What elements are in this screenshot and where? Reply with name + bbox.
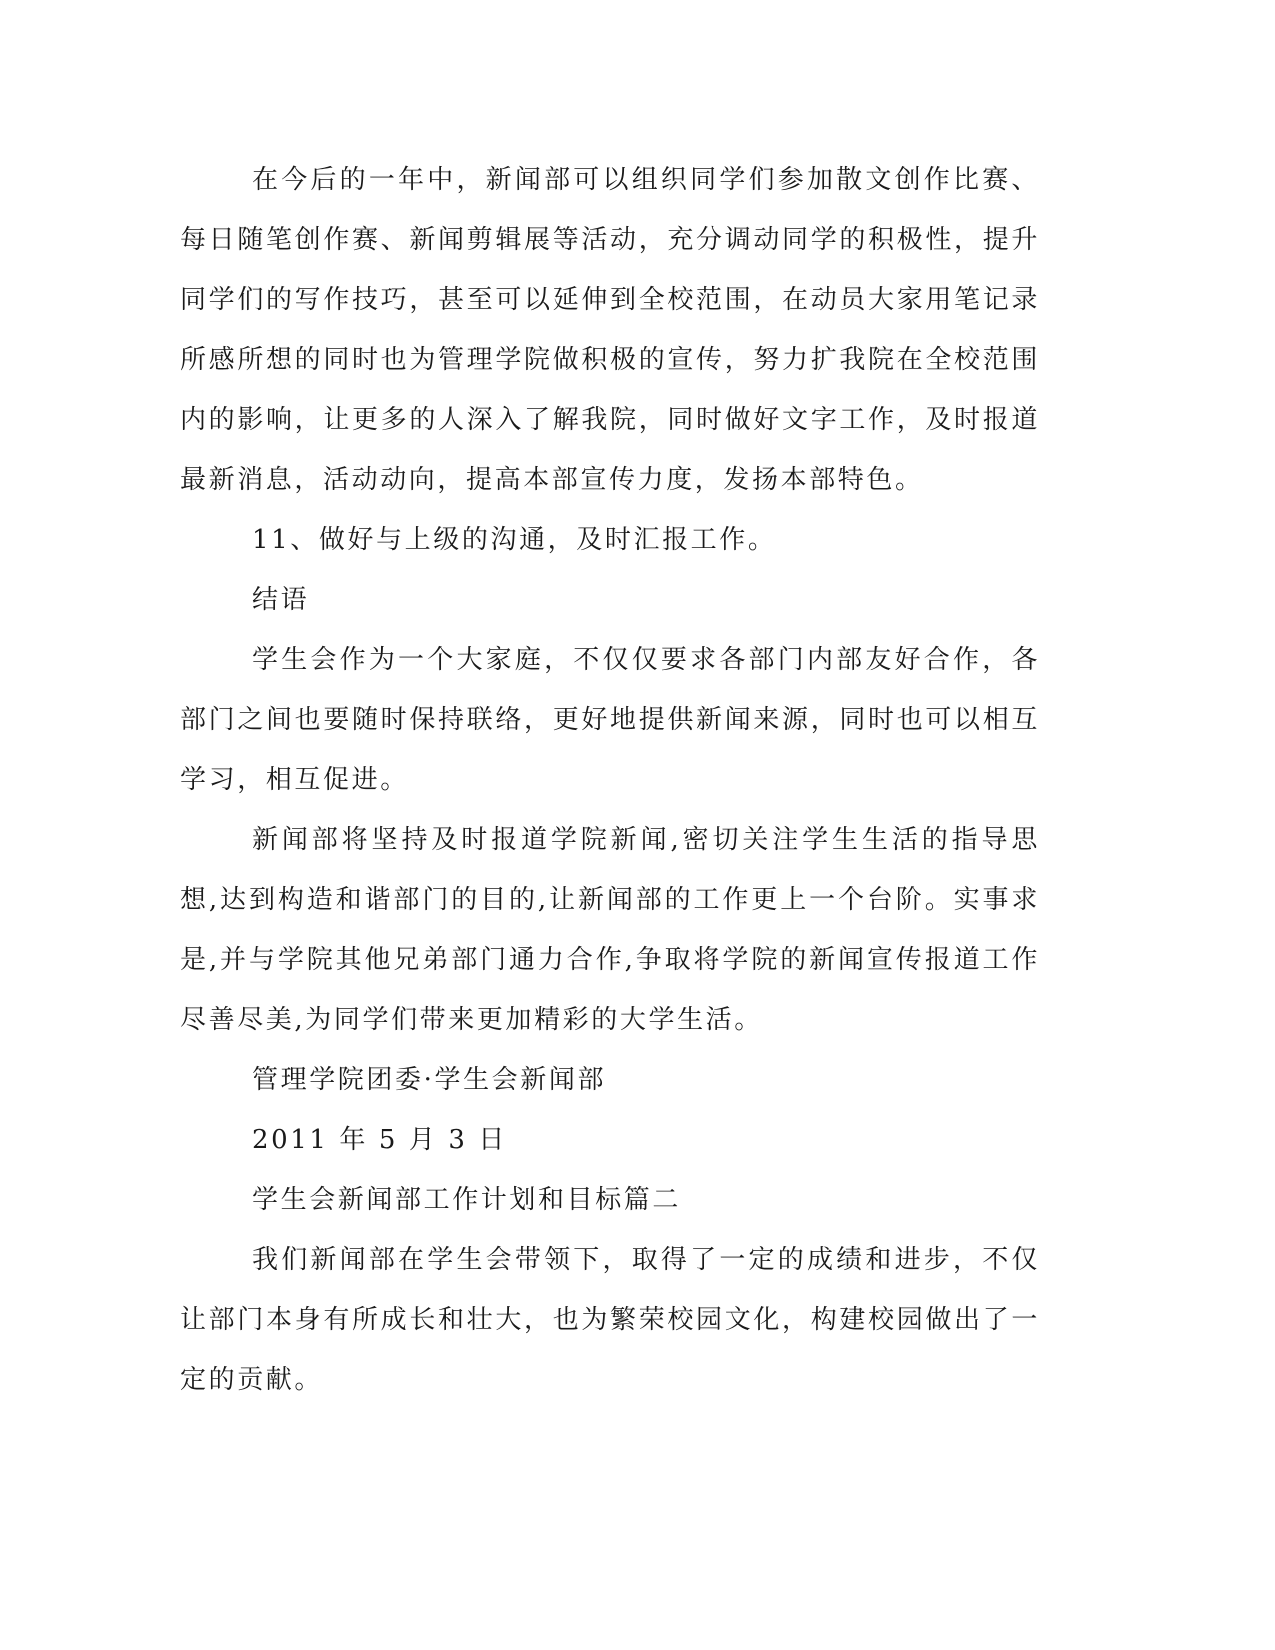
- paragraph-item-11: 11、做好与上级的沟通，及时汇报工作。: [252, 525, 777, 555]
- paragraph-conclusion-goals: 新闻部将坚持及时报道学院新闻,密切关注学生生活的指导思想,达到构造和谐部门的目的,让新闻部的工作更上一个台阶。实事求是,并与学院其他兄弟部门通力合作,争取将学院的新闻宣传报道工作尽善尽美,为同学们带来更加精彩的大学生活。: [180, 825, 1040, 1035]
- paragraph-conclusion-family: 学生会作为一个大家庭，不仅仅要求各部门内部友好合作，各部门之间也要随时保持联络，更好地提供新闻来源，同时也可以相互学习，相互促进。: [180, 645, 1040, 795]
- paragraph-activities-plan: 在今后的一年中，新闻部可以组织同学们参加散文创作比赛、每日随笔创作赛、新闻剪辑展等活动，充分调动同学的积极性，提升同学们的写作技巧，甚至可以延伸到全校范围，在动员大家用笔记录所感所想的同时也为管理学院做积极的宣传，努力扩我院在全校范围内的影响，让更多的人深入了解我院，同时做好文字工作，及时报道最新消息，活动动向，提高本部宣传力度，发扬本部特色。: [180, 165, 1040, 495]
- document-body: [180, 150, 1040, 1410]
- section-title-part-two: 学生会新闻部工作计划和目标篇二: [252, 1185, 682, 1215]
- paragraph-part-two-intro: 我们新闻部在学生会带领下，取得了一定的成绩和进步，不仅让部门本身有所成长和壮大，也为繁荣校园文化，构建校园做出了一定的贡献。: [180, 1245, 1040, 1395]
- section-heading-conclusion: 结语: [252, 585, 310, 615]
- signature-date: 2011 年 5 月 3 日: [252, 1125, 507, 1155]
- signature-department: 管理学院团委·学生会新闻部: [252, 1065, 607, 1095]
